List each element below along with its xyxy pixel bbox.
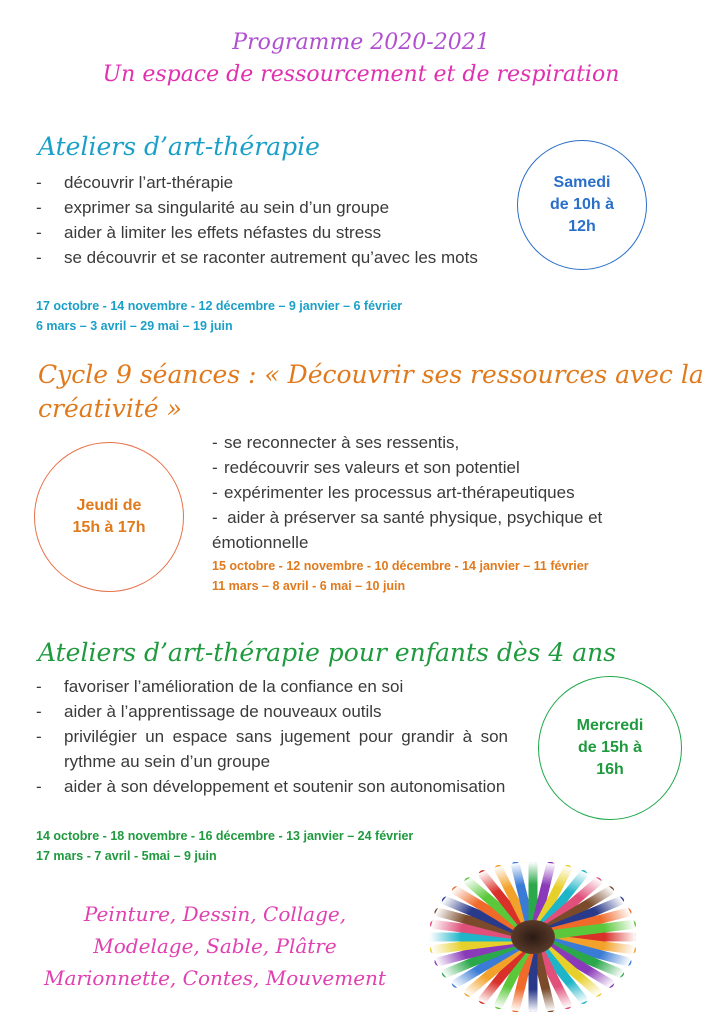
schedule-time-end: 16h (596, 761, 624, 778)
activities-line: Modelage, Sable, Plâtre (93, 934, 337, 958)
dates-line: 11 mars – 8 avril - 6 mai – 10 juin (212, 579, 406, 593)
schedule-time: de 10h à (549, 196, 615, 213)
activities-list (40, 898, 390, 994)
list-item: - se découvrir et se raconter autrement qu’avec les mots (36, 248, 478, 267)
section2-heading-line2: créativité » (38, 394, 182, 423)
list-item: - aider à limiter les effets néfastes du stress (36, 223, 382, 242)
list-item: - expérimenter les processus art-thérapeutiques (212, 483, 575, 502)
section3-dates (36, 826, 413, 866)
section3-heading: Ateliers d’art-thérapie pour enfants dès 4 ans (38, 638, 617, 667)
dates-line: 17 mars - 7 avril - 5mai – 9 juin (36, 849, 217, 863)
activities-line: Marionnette, Contes, Mouvement (44, 966, 386, 990)
schedule-time-end: 12h (568, 218, 596, 235)
dates-line: 14 octobre - 18 novembre - 16 décembre - 13 janvier – 24 février (36, 829, 414, 843)
list-item: - aider à l’apprentissage de nouveaux outils (36, 702, 382, 721)
section3-schedule-circle (538, 676, 682, 820)
list-item: - découvrir l’art-thérapie (36, 173, 234, 192)
section1-bullet-list (36, 170, 502, 270)
section2-heading-line1: Cycle 9 séances : « Découvrir ses ressources avec la (38, 360, 704, 389)
section2-bullet-list (212, 430, 672, 555)
section1-schedule-circle (517, 140, 647, 270)
section1-dates (36, 296, 402, 336)
schedule-day: Jeudi de (76, 497, 142, 514)
list-item: - aider à préserver sa santé physique, psychique et émotionnelle (212, 508, 603, 552)
colored-pencils-icon (430, 862, 636, 1012)
section2-dates (212, 556, 589, 596)
program-title: Programme 2020-2021 (232, 30, 490, 55)
list-item: - favoriser l’amélioration de la confiance en soi (36, 677, 404, 696)
section2-schedule-circle (34, 442, 184, 592)
program-subtitle: Un espace de ressourcement et de respiration (102, 62, 620, 87)
activities-line: Peinture, Dessin, Collage, (83, 902, 347, 926)
dates-line: 17 octobre - 14 novembre - 12 décembre – 9 janvier – 6 février (36, 299, 403, 313)
dates-line: 6 mars – 3 avril – 29 mai – 19 juin (36, 319, 233, 333)
schedule-time: de 15h à (577, 739, 642, 756)
schedule-time: 15h à 17h (72, 519, 146, 536)
list-item: - exprimer sa singularité au sein d’un groupe (36, 198, 390, 217)
schedule-day: Samedi (553, 174, 611, 191)
section3-bullet-list (36, 674, 508, 799)
list-item: - redécouvrir ses valeurs et son potentiel (212, 458, 520, 477)
list-item: - se reconnecter à ses ressentis, (212, 433, 460, 452)
schedule-day: Mercredi (576, 717, 644, 734)
section1-heading: Ateliers d’art-thérapie (38, 132, 320, 161)
dates-line: 15 octobre - 12 novembre - 10 décembre - 14 janvier – 11 février (212, 559, 589, 573)
list-item: - privilégier un espace sans jugement pour grandir à son rythme au sein d’un groupe (36, 727, 508, 771)
list-item: - aider à son développement et soutenir son autonomisation (36, 777, 506, 796)
